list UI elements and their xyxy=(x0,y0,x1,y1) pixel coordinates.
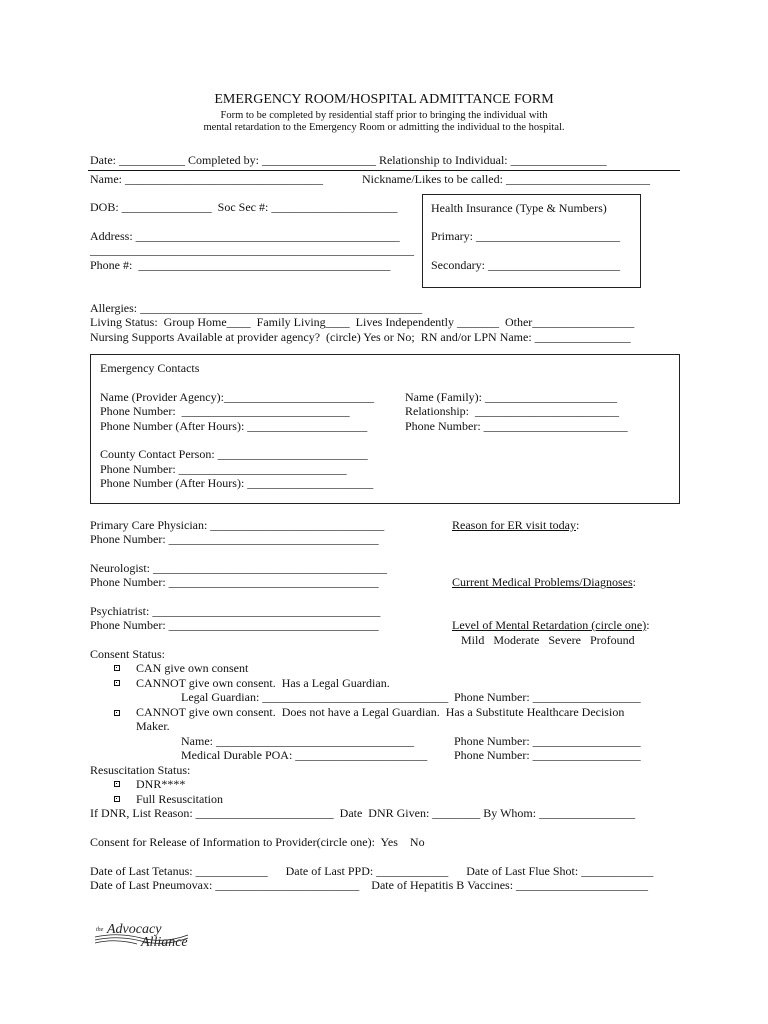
neurologist-phone-field[interactable]: Phone Number: ___________________________________ xyxy=(90,575,379,589)
phone-field[interactable]: Phone #: __________________________________________ xyxy=(90,258,391,272)
checkbox-icon[interactable] xyxy=(114,796,120,802)
provider-phone-field[interactable]: Phone Number: ____________________________ xyxy=(100,404,350,418)
form-subtitle-line2: mental retardation to the Emergency Room or admitting the individual to the hospital. xyxy=(203,122,565,133)
form-title: EMERGENCY ROOM/HOSPITAL ADMITTANCE FORM xyxy=(214,92,554,107)
medical-poa-phone-field[interactable]: Phone Number: __________________ xyxy=(454,748,641,762)
nickname-field[interactable]: Nickname/Likes to be called: ________________________ xyxy=(362,172,650,186)
insurance-secondary-field[interactable]: Secondary: ______________________ xyxy=(431,258,620,272)
family-phone-field[interactable]: Phone Number: ________________________ xyxy=(405,419,628,433)
county-contact-field[interactable]: County Contact Person: _________________________ xyxy=(100,447,368,461)
logo-text-alliance: Alliance xyxy=(141,935,188,950)
allergies-field[interactable]: Allergies: _______________________________________________ xyxy=(90,301,423,315)
decision-maker-phone-field[interactable]: Phone Number: __________________ xyxy=(454,734,641,748)
problems-colon: : xyxy=(632,575,636,589)
divider xyxy=(88,170,680,171)
current-problems-label xyxy=(452,575,636,589)
checkbox-icon[interactable] xyxy=(114,710,120,716)
checkbox-icon[interactable] xyxy=(114,781,120,787)
resuscitation-heading: Resuscitation Status: xyxy=(90,763,191,777)
address-line2-field[interactable]: ______________________________________________________ xyxy=(90,243,414,257)
reason-colon: : xyxy=(575,518,580,532)
county-phone-field[interactable]: Phone Number: ____________________________ xyxy=(100,462,347,476)
consent-option-substitute: CANNOT give own consent. Does not have a Legal Guardian. Has a Substitute Healthcare Decision xyxy=(136,705,625,719)
consent-option-guardian: CANNOT give own consent. Has a Legal Guardian. xyxy=(136,676,390,690)
consent-heading: Consent Status: xyxy=(90,647,166,661)
name-field[interactable]: Name: _________________________________ xyxy=(90,172,323,186)
date-completed-relationship-row[interactable]: Date: ___________ Completed by: ___________________ Relationship to Individual: ________________ xyxy=(90,153,607,167)
living-status-row[interactable]: Living Status: Group Home____ Family Living____ Lives Independently _______ Other_________________ xyxy=(90,315,635,329)
medical-poa-field[interactable]: Medical Durable POA: ______________________ xyxy=(181,748,428,762)
dob-ssn-row[interactable]: DOB: _______________ Soc Sec #: _____________________ xyxy=(90,200,398,214)
logo-text-the: the xyxy=(96,927,104,933)
checkbox-icon[interactable] xyxy=(114,680,120,686)
provider-after-hours-field[interactable]: Phone Number (After Hours): ____________________ xyxy=(100,419,368,433)
vaccine-dates-row2[interactable]: Date of Last Pneumovax: ________________________ Date of Hepatitis B Vaccines: ______________________ xyxy=(90,878,649,892)
family-name-field[interactable]: Name (Family): ______________________ xyxy=(405,390,617,404)
insurance-heading: Health Insurance (Type & Numbers) xyxy=(431,201,607,215)
psychiatrist-phone-field[interactable]: Phone Number: ___________________________________ xyxy=(90,618,379,632)
level-colon: : xyxy=(646,618,650,632)
insurance-primary-field[interactable]: Primary: ________________________ xyxy=(431,229,620,243)
problems-label-text: Current Medical Problems/Diagnoses xyxy=(452,575,633,589)
address-field[interactable]: Address: ____________________________________________ xyxy=(90,229,400,243)
resuscitation-option-full: Full Resuscitation xyxy=(136,792,223,806)
provider-agency-name-field[interactable]: Name (Provider Agency):_________________________ xyxy=(100,390,374,404)
legal-guardian-field[interactable]: Legal Guardian: _______________________________ xyxy=(181,690,449,704)
nursing-supports-row[interactable]: Nursing Supports Available at provider agency? (circle) Yes or No; RN and/or LPN Name: ________________ xyxy=(90,330,631,344)
consent-option-can: CAN give own consent xyxy=(136,661,249,675)
emergency-contacts-heading: Emergency Contacts xyxy=(100,361,200,375)
resuscitation-option-dnr: DNR**** xyxy=(136,777,186,791)
pcp-phone-field[interactable]: Phone Number: ___________________________________ xyxy=(90,532,379,546)
level-label-text: Level of Mental Retardation (circle one) xyxy=(452,618,647,632)
vaccine-dates-row1[interactable]: Date of Last Tetanus: ____________ Date of Last PPD: ____________ Date of Last Flue Shot: ____________ xyxy=(90,864,654,878)
psychiatrist-field[interactable]: Psychiatrist: ______________________________________ xyxy=(90,604,381,618)
retardation-level-options[interactable]: Mild Moderate Severe Profound xyxy=(461,633,635,647)
consent-option-substitute-cont: Maker. xyxy=(136,719,170,733)
family-relationship-field[interactable]: Relationship: ________________________ xyxy=(405,404,619,418)
reason-for-visit-label xyxy=(452,518,579,532)
decision-maker-name-field[interactable]: Name: _________________________________ xyxy=(181,734,414,748)
checkbox-icon[interactable] xyxy=(114,665,120,671)
reason-label-text: Reason for ER visit today xyxy=(452,518,576,532)
neurologist-field[interactable]: Neurologist: _______________________________________ xyxy=(90,561,387,575)
retardation-level-label xyxy=(452,618,650,632)
county-after-hours-field[interactable]: Phone Number (After Hours): _____________________ xyxy=(100,476,374,490)
dnr-details-row[interactable]: If DNR, List Reason: _______________________ Date DNR Given: ________ By Whom: ________________ xyxy=(90,806,636,820)
advocacy-alliance-logo xyxy=(93,918,203,950)
pcp-field[interactable]: Primary Care Physician: _____________________________ xyxy=(90,518,385,532)
form-subtitle-line1: Form to be completed by residential staff prior to bringing the individual with xyxy=(220,110,548,121)
legal-guardian-phone-field[interactable]: Phone Number: __________________ xyxy=(454,690,641,704)
logo-text-advocacy: Advocacy xyxy=(107,922,162,937)
release-consent-row[interactable]: Consent for Release of Information to Provider(circle one): Yes No xyxy=(90,835,425,849)
